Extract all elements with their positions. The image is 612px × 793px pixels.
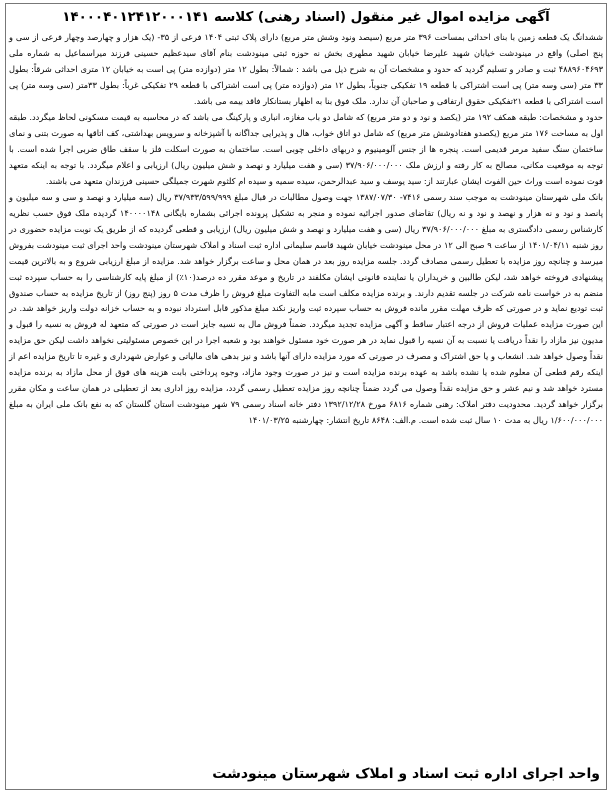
issuer-signature: واحد اجرای اداره ثبت اسناد و املاک شهرستان مینودشت [212, 766, 600, 782]
notice-title: آگهی مزایده اموال غیر منقول (اسناد رهنی) کلاسه ۱۴۰۰۰۴۰۱۲۴۱۲۰۰۰۱۴۱ [62, 10, 550, 25]
auction-terms-paragraph: بانک ملی شهرستان مینودشت به موجب سند رسمی ۷۴۱۶- ۱۳۸۷/۰۷/۳۰ جهت وصول مطالبات در قبال مبلغ ۳۷/۹۳۳/۵۹۹/۹۹۹ ریال (سه میلیارد و نهصد و سی و سه میلیون و پانصد و نود و نه هزار و نهصد و نود و نه ریال) تقاضای صدور اجرائیه نموده و منجر به تشکیل پرونده اجرائی بشماره بایگانی ۱۴۰۰۰۰۱۴۸ گردیده ملک فوق حسب نظریه کارشناس رسمی دادگستری به مبلغ ۳۷/۹۰۶/۰۰۰/۰۰۰ ریال (سی و هفت میلیارد و نهصد و شش میلیون ریال) ارزیابی و قطعی گردیده که از طریق یک نوبت مزایده حضوری در روز شنبه ۱۴۰۱/۰۴/۱۱ از ساعت ۹ صبح الی ۱۲ در محل مینودشت خیابان شهید قاسم سلیمانی اداره ثبت اسناد و املاک شهرستان مینودشت واحد اجرای ثبت مینودشت بفروش میرسد و چنانچه روز مزایده با تعطیل رسمی مصادف گردد. جلسه مزایده روز بعد در همان محل و ساعت برگزار خواهد شد. مزایده از مبلغ ارزیابی شروع و به بالاترین قیمت پیشنهادی فروخته خواهد شد، لیکن طالبین و خریداران یا نماینده قانونی ایشان مکلفند در تاریخ و موعد مقرر ده درصد(۱۰٪) از مبلغ پایه کارشناسی را به حساب سپرده ثبت منضم به در خواست نامه شرکت در جلسه تقدیم دارند. و برنده مزایده مکلف است مابه التفاوت مبلغ فروش را ظرف مدت ۵ روز (پنج روز) از تاریخ مزایده به حساب صندوق ثبت تودیع نماید و در صورتی که ظرف مهلت مقرر مانده فروش به حساب سپرده ثبت واریز نکند مبلغ مذکور قابل استرداد نبوده و به حساب خزانه دولت واریز خواهد شد. در این صورت مزایده عملیات فروش از درجه اعتبار ساقط و آگهی مزایده تجدید میگردد. ضمناً فروش مال به نسیه جایز است در صورتی که متعهد له فروش به نسیه را قبول و مدیون نیز مازاد را نقداً دریافت یا نسبت به آن نسیه را قبول نماید در هر صورت خود مسئول خواهند بود و شعبه اجرا در این خصوص مسئولیتی نخواهد داشت لیکن حق مزایده نقداً وصول خواهد شد. انشعاب و یا حق اشتراک و مصرف در صورتی که مورد مزایده دارای آنها باشد و نیز بدهی های مالیاتی و عوارض شهرداری و غیره تا تاریخ مزایده اعم از اینکه رقم قطعی آن معلوم شده یا نشده باشد به عهده برنده مزایده است و نیز در صورت وجود مازاد، وجوه پرداختی بابت هزینه های فوق از محل مازاد به برنده مزایده مسترد خواهد شد و نیم عشر و حق مزایده نقداً وصول می گردد ضمناً چنانچه روز مزایده تعطیل رسمی گردد، مزایده روز اداری بعد از تعطیلی در همان ساعت و مکان مقرر برگزار خواهد گردید. محدودیت دفتر املاک: رهنی شماره ۶۸۱۶ مورخ ۱۳۹۲/۱۲/۲۸ دفتر خانه اسناد رسمی ۷۹ شهر مینودشت استان گلستان که به نفع بانک ملی ایران به مبلغ ۱/۶۰۰/۰۰۰/۰۰۰ ریال به مدت ۱۰ سال ثبت شده است. م.الف: ۸۶۴۸ تاریخ انتشار: چهارشنبه ۱۴۰۱/۰۳/۲۵ [9, 192, 604, 425]
building-specifications-paragraph: حدود و مشخصات: طبقه همکف ۱۹۲ متر (یکصد و نود و دو متر مربع) که شامل دو باب مغازه، انباری و پارکینگ می باشد که در محاسبه به قیمت مسکونی لحاظ میگردد. طبقه اول به مساحت ۱۷۶ متر مربع (یکصدو هفتادوشش متر مربع) که شامل دو اتاق خواب، هال و پذیرایی جداگانه با آشپزخانه و سرویس بهداشتی، کف اتاقها به صورت بتنی و نمای ساختمان سنگ سفید مرمر قدیمی است. پنجره ها از جنس آلومینیوم و دربهای داخلی چوبی است. ساختمان به صورت اسکلت فلز با سقف طاق ضربی اجرا شده است. با توجه به موقعیت مکانی، مصالح به کار رفته و ارزش ملک ۳۷/۹۰۶/۰۰۰/۰۰۰ (سی و هفت میلیارد و نهصد و شش میلیون ریال) ارزیابی و اعلام میگردد. با توجه به اینکه متعهد فوت نموده است وراث حین الفوت ایشان عبارتند از: سید یوسف و سید عبدالرحمن، سیده سمیه و سیده ام کلثوم شهرت جمیلگی حسینی فرزندان متعهد می باشند. [9, 112, 603, 186]
property-description-paragraph: ششدانگ یک قطعه زمین با بنای احداثی بمساحت ۳۹۶ متر مربع (سیصد ونود وشش متر مربع) دارای پلاک ثبتی ۱۴۰۴ فرعی از ۳۵- (یک هزار و چهارصد وچهار فرعی از سی و پنج اصلی) واقع در مینودشت خیابان شهید علیرضا خیابان شهید مطهری بخش نه حوزه ثبتی مینودشت بنام آقای سیدعظیم حسینی فرزند میراسماعیل به شماره ملی ۴۸۸۹۶۰۴۶۹۳ ثبت و صادر و تسلیم گردید که حدود و مشخصات آن به شرح ذیل می باشد : شمالاً: بطول ۱۲ متر (دوازده متر) پی است به خیابان ۱۲ متری احداثی شرقاً: بطول ۳۳ متر (سی وسه متر) پی است اشتراکی با قطعه ۱۹ تفکیکی جنوباً، بطول ۱۲ متر (دوازده متر) پی است اشتراکی با قطعه ۲۹ تفکیکی غرباً: بطول ۳۳متر (سی وسه متر) پی است اشتراکی با قطعه ۲۱تفکیکی حقوق ارتفاقی و صاحبان آن ندارد. ملک فوق بنا به اظهار بستانکار فاقد بیمه می باشد. [9, 32, 604, 106]
